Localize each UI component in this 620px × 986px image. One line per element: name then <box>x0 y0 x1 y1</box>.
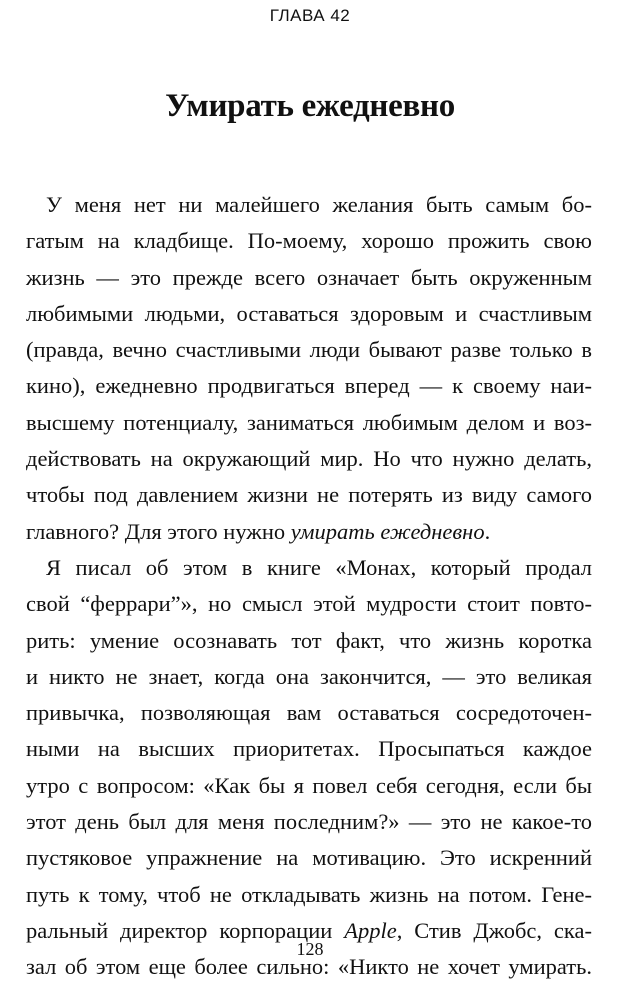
text-line: Я писал об этом в книге «Монах, который продал <box>46 554 592 580</box>
text-line: утро с вопросом: «Как бы я повел себя сегодня, если бы <box>26 772 592 798</box>
text-run: , Стив Джобс, ска- <box>396 917 592 943</box>
text-line: кино), ежедневно продвигаться вперед — к своему наи- <box>26 373 592 399</box>
text-line: пустяковое упражнение на мотивацию. Это искренний <box>26 845 592 871</box>
text-line: ными на высших приоритетах. Просыпаться каждое <box>26 736 592 762</box>
text-line: и никто не знает, когда она закончится, — это великая <box>26 663 592 689</box>
text-line <box>26 514 592 550</box>
text-line: действовать на окружающий мир. Но что нужно делать, <box>26 446 592 472</box>
text-line: любимыми людьми, оставаться здоровым и счастливым <box>26 300 592 326</box>
text-line: привычка, позволяющая вам оставаться сосредоточен- <box>26 700 592 726</box>
text-line: чтобы под давлением жизни не потерять из виду самого <box>26 482 592 508</box>
text-line: (правда, вечно счастливыми люди бывают разве только в <box>26 337 592 363</box>
text-line: высшему потенциалу, заниматься любимым делом и воз- <box>26 409 592 435</box>
paragraph-2 <box>26 550 592 986</box>
text-line: свой “феррари”», но смысл этой мудрости стоит повто- <box>26 591 592 617</box>
text-run: . <box>484 518 491 544</box>
text-line: рить: умение осознавать тот факт, что жизнь коротка <box>26 627 592 653</box>
text-line: зал об этом еще более сильно: «Никто не хочет умирать. <box>26 954 592 980</box>
text-line: путь к тому, чтоб не откладывать жизнь на потом. Гене- <box>26 881 592 907</box>
body-text <box>26 187 592 986</box>
text-run: главного? Для этого нужно <box>26 518 291 544</box>
text-line: этот день был для меня последним?» — это не какое-то <box>26 809 592 835</box>
text-line: гатым на кладбище. По-моему, хорошо прожить свою <box>26 228 592 254</box>
emphasis-text: Apple <box>344 917 397 943</box>
text-line: У меня нет ни малейшего желания быть самым бо- <box>46 192 592 217</box>
emphasis-text: умирать ежедневно <box>290 518 485 544</box>
page-number: 128 <box>296 939 324 959</box>
text-line: жизнь — это прежде всего означает быть окруженным <box>26 264 592 290</box>
paragraph-1 <box>26 187 592 550</box>
chapter-label: ГЛАВА 42 <box>269 6 351 25</box>
chapter-title: Умирать ежедневно <box>165 88 455 124</box>
text-run: ральный директор корпорации <box>26 917 345 943</box>
